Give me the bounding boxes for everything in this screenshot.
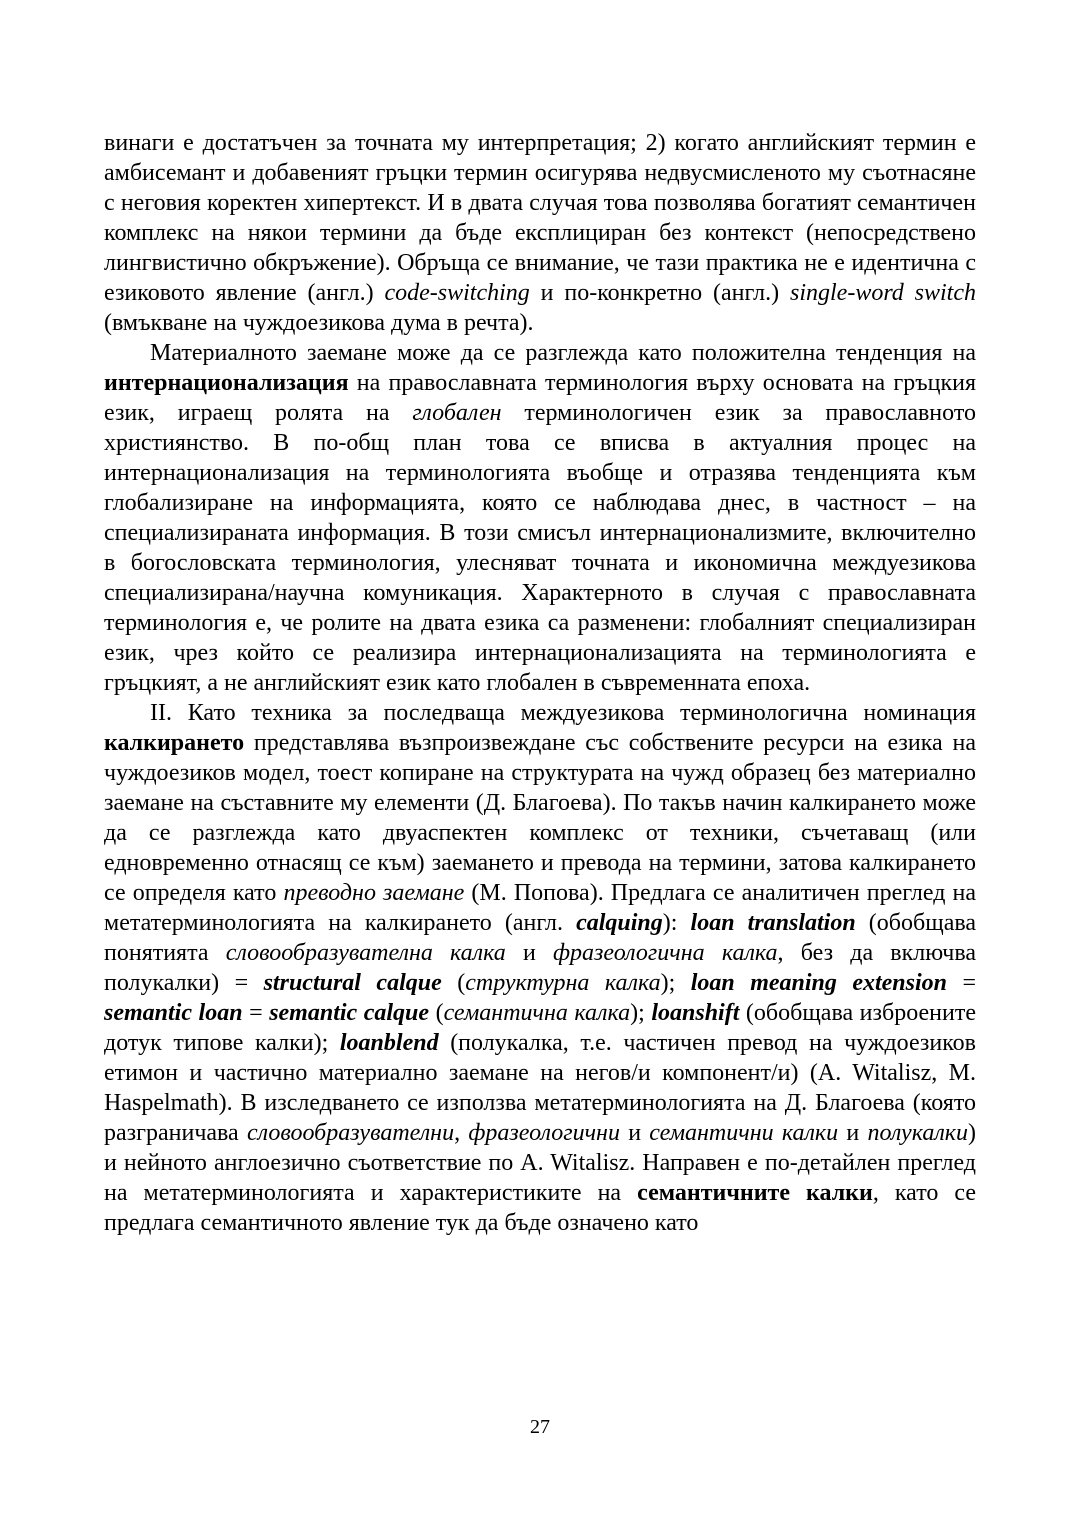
- text-run: );: [630, 1000, 652, 1026]
- text-run: (вмъкване на чуждоезикова дума в речта).: [104, 310, 534, 336]
- text-run: (: [429, 1000, 444, 1026]
- text-run: терминологичен език за православното християнство. В по-общ план това се вписва в актуалния процес на интернационализация на терминологията въобще и отразява тенденцията към глобализиране на информацията, която се наблюдава днес, в частност – на специализираната информация. В този смисъл интернационализмите, включително в богословската терминология, улесняват точната и икономична междуезикова специализирана/научна комуникация. Характерното в случая с православната терминология е, че ролите на двата езика са разменени: глобалният специализиран език, чрез който се реализира интернационализацията на терминологията е гръцкият, а не английският език като глобален в съвременната епоха.: [104, 400, 977, 696]
- text-run: преводно заемане: [283, 880, 465, 906]
- paragraph-1: [104, 128, 976, 338]
- text-run: loanshift: [651, 1000, 740, 1026]
- text-run: , като се предлага семантичното явление тук да бъде означено като: [104, 1180, 977, 1236]
- text-run: structural calque: [263, 970, 442, 996]
- text-run: винаги е достатъчен за точната му интерпретация; 2) когато английският термин е амбисемант и добавеният гръцки термин осигурява недвусмисленото му съотнасяне с неговия коректен хипертекст. И в двата случая това позволява богатият семантичен комплекс на някои термини да бъде експлициран без контекст (непосредствено лингвистично обкръжение). Обръща се внимание, че тази практика не е идентична с езиковото явление (англ.): [104, 130, 976, 306]
- text-run: semantic calque: [269, 1000, 430, 1026]
- text-run: II. Като техника за последваща междуезикова терминологична номинация: [150, 700, 976, 726]
- text-run: , без да включва полукалки) =: [104, 940, 977, 996]
- text-run: семантична калка: [443, 1000, 631, 1026]
- text-run: (полукалка, т.е. частичен превод на чуждоезиков етимон и частично материално заемане на негов/и компонент/и) (A. Witalisz, M. Haspelmath). В изследването се използва метатерминологията на Д. Благоева (която разграничава: [104, 1030, 976, 1146]
- paragraph-2: [104, 338, 976, 698]
- text-run: словообразувателни: [246, 1120, 455, 1146]
- text-run: глобален: [412, 400, 502, 426]
- text-run: calquing: [576, 910, 663, 936]
- text-run: представлява възпроизвеждане със собствените ресурси на езика на чуждоезиков модел, тоест копиране на структурата на чужд образец без материално заемане на съставните му елементи (Д. Благоева). По такъв начин калкирането може да се разглежда като двуаспектен комплекс от техники, съчетаващ (или едновременно отнасящ се към) заемането и превода на термини, затова калкирането се определя като: [104, 730, 976, 906]
- text-run: (М. Попова). Предлага се аналитичен преглед на метатерминологията на калкирането (англ.: [104, 880, 976, 936]
- text-run: ):: [662, 910, 691, 936]
- text-run: и: [838, 1120, 868, 1146]
- text-run: калкирането: [104, 730, 245, 756]
- text-run: =: [947, 970, 977, 996]
- page-number: 27: [530, 1416, 550, 1438]
- text-run: loan meaning extension: [690, 970, 948, 996]
- text-run: и: [619, 1120, 650, 1146]
- text-run: loanblend: [339, 1030, 439, 1056]
- text-run: фразеологична калка: [553, 940, 778, 966]
- text-run: интернационализация: [104, 370, 349, 396]
- text-run: и: [505, 940, 554, 966]
- text-run: на православната терминология върху основата на гръцкия език, играещ ролята на: [104, 370, 976, 426]
- text-run: semantic loan: [104, 1000, 243, 1026]
- text-run: =: [242, 1000, 270, 1026]
- paragraph-3: [104, 698, 976, 1238]
- text-run: (: [441, 970, 466, 996]
- text-run: семантични калки: [649, 1120, 839, 1146]
- text-run: ,: [454, 1120, 469, 1146]
- text-run: ) и нейното англоезично съответствие по A. Witalisz. Направен е по-детайлен преглед на метатерминологията и характеристиките на: [104, 1120, 977, 1206]
- text-run: (обобщава понятията: [104, 910, 977, 966]
- text-run: (обобщава изброените дотук типове калки);: [104, 1000, 976, 1056]
- text-run: полукалки: [867, 1120, 969, 1146]
- text-run: single-word switch: [790, 280, 976, 306]
- text-run: );: [660, 970, 691, 996]
- text-run: loan translation: [690, 910, 856, 936]
- text-run: code-switching: [384, 280, 530, 306]
- text-run: и по-конкретно (англ.): [529, 280, 790, 306]
- text-run: Материалното заемане може да се разглежда като положителна тенденция на: [150, 340, 976, 366]
- text-run: словообразувателна калка: [225, 940, 506, 966]
- text-run: семантичните калки: [637, 1180, 873, 1206]
- page-body-text: [104, 128, 976, 1238]
- text-run: структурна калка: [465, 970, 661, 996]
- text-run: фразеологични: [468, 1120, 620, 1146]
